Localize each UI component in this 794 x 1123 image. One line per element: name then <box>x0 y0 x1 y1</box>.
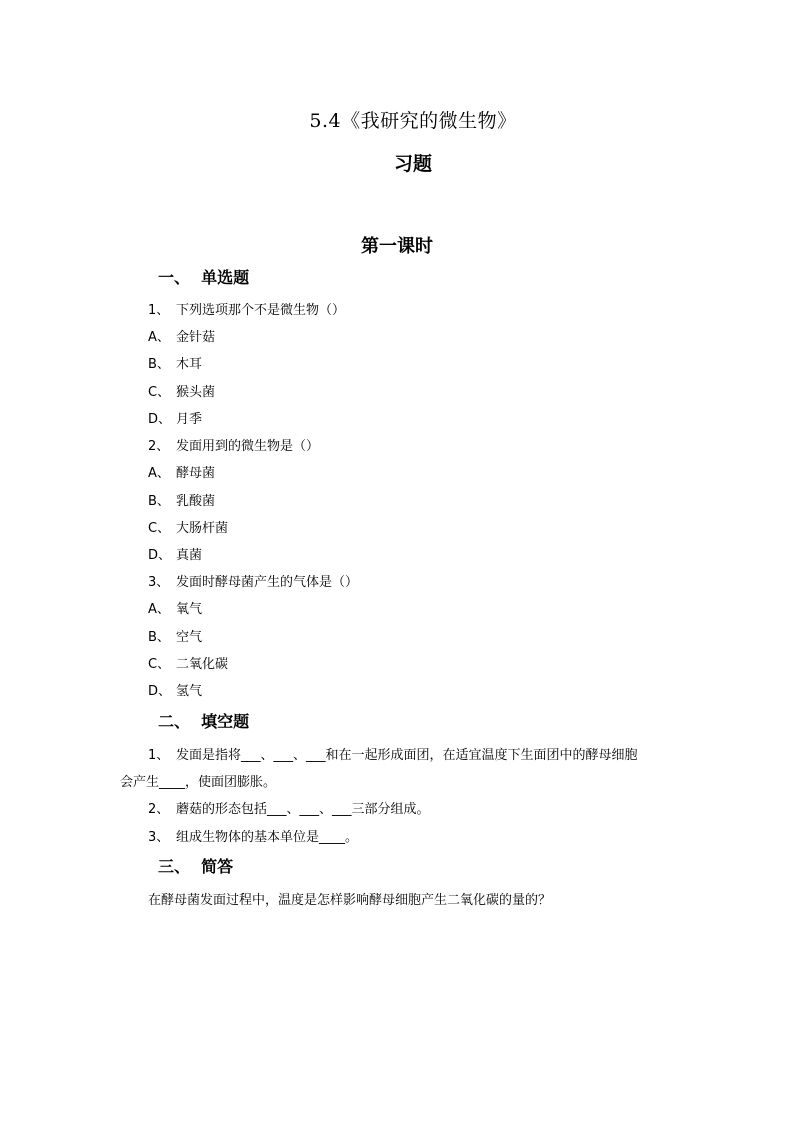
option-text: 真菌 <box>176 548 203 563</box>
option-2a <box>148 462 215 481</box>
question-text: 发面是指将___、___、___和在一起形成面团，在适宜温度下生面团中的酵母细胞 <box>176 748 638 763</box>
fill-question-3 <box>148 826 358 845</box>
short-answer-question: 在酵母菌发面过程中，温度是怎样影响酵母细胞产生二氧化碳的量的？ <box>148 893 552 908</box>
option-3c <box>148 653 228 672</box>
option-3a <box>148 598 202 617</box>
option-label: A、 <box>148 602 170 617</box>
option-label: A、 <box>148 466 170 481</box>
question-text: 组成生物体的基本单位是____。 <box>176 830 359 845</box>
section-heading-fill-blank: 二、 填空题 <box>158 712 250 731</box>
option-1c <box>148 381 215 400</box>
question-number: 3、 <box>148 830 170 845</box>
option-label: D、 <box>148 684 172 699</box>
option-label: B、 <box>148 630 170 645</box>
section-heading-single-choice: 一、 单选题 <box>158 268 250 287</box>
option-1d <box>148 408 202 427</box>
option-label: C、 <box>148 521 171 536</box>
document-subtitle: 习题 <box>393 153 432 175</box>
question-text: 蘑菇的形态包括___、___、___三部分组成。 <box>176 802 430 817</box>
question-1 <box>148 299 345 318</box>
lesson-heading: 第一课时 <box>361 236 433 257</box>
option-text: 木耳 <box>176 357 203 372</box>
question-number: 3、 <box>148 575 170 590</box>
option-2d <box>148 544 202 563</box>
option-text: 空气 <box>176 630 203 645</box>
option-text: 乳酸菌 <box>176 494 216 509</box>
question-text: 下列选项那个不是微生物（） <box>176 303 346 318</box>
option-text: 氢气 <box>176 684 203 699</box>
option-text: 酵母菌 <box>176 466 216 481</box>
option-text: 大肠杆菌 <box>176 521 229 536</box>
question-number: 2、 <box>148 439 170 454</box>
question-number: 2、 <box>148 802 170 817</box>
option-label: B、 <box>148 357 170 372</box>
fill-question-1-continued: 会产生____，使面团膨胀。 <box>120 775 277 790</box>
question-number: 1、 <box>148 748 170 763</box>
option-1b <box>148 353 202 372</box>
question-2 <box>148 435 319 454</box>
option-label: C、 <box>148 657 171 672</box>
option-label: D、 <box>148 548 172 563</box>
fill-question-1 <box>148 744 638 763</box>
option-label: A、 <box>148 330 170 345</box>
option-3d <box>148 680 202 699</box>
option-1a <box>148 326 215 345</box>
question-text: 发面时酵母菌产生的气体是（） <box>176 575 359 590</box>
question-3 <box>148 571 358 590</box>
section-heading-short-answer: 三、 简答 <box>158 857 234 876</box>
question-text: 发面用到的微生物是（） <box>176 439 320 454</box>
question-number: 1、 <box>148 303 170 318</box>
option-2b <box>148 490 215 509</box>
document-title: 5.4《我研究的微生物》 <box>309 110 517 132</box>
option-text: 猴头菌 <box>176 385 216 400</box>
option-label: C、 <box>148 385 171 400</box>
option-label: B、 <box>148 494 170 509</box>
option-text: 二氧化碳 <box>176 657 229 672</box>
option-text: 金针菇 <box>176 330 216 345</box>
option-3b <box>148 626 202 645</box>
option-2c <box>148 517 228 536</box>
option-label: D、 <box>148 412 172 427</box>
option-text: 月季 <box>176 412 203 427</box>
fill-question-2 <box>148 798 430 817</box>
option-text: 氧气 <box>176 602 203 617</box>
